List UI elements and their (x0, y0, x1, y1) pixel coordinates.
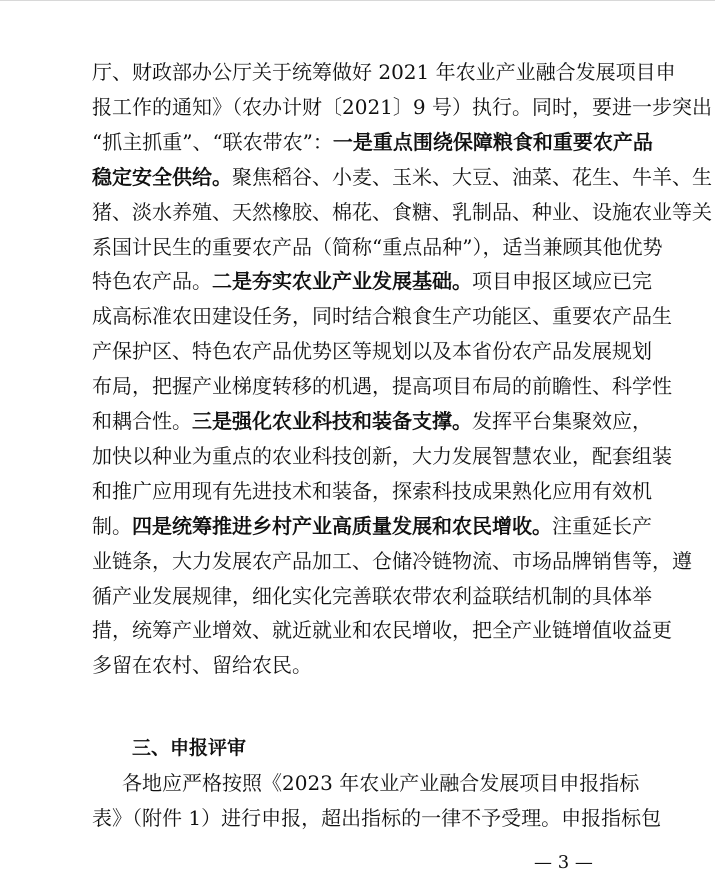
text-line (92, 579, 652, 613)
text-segment: 各地应严格按照《2023 年农业产业融合发展项目申报指标 (122, 771, 640, 795)
text-segment: “抓主抓重”、“联农带农”： (92, 129, 333, 154)
text-segment: 厅、财政部办公厅关于统筹做好 2021 年农业产业融合发展项目申 (92, 60, 676, 84)
text-line (92, 90, 712, 124)
text-segment: 和耦合性。 (92, 409, 192, 433)
text-segment: 注重延长产 (552, 513, 652, 538)
text-line (92, 334, 652, 368)
text-line (122, 766, 640, 800)
bold-text: 四是统筹推进乡村产业高质量发展和农民增收。 (132, 513, 552, 538)
text-line (92, 509, 652, 543)
text-segment: 特色农产品。 (92, 269, 212, 294)
text-segment: 聚焦稻谷、小麦、玉米、大豆、油菜、花生、牛羊、生 (232, 164, 712, 189)
bold-text: 三是强化农业科技和装备支撑。 (192, 409, 472, 433)
bold-text: 二是夯实农业产业发展基础。 (212, 269, 472, 294)
text-line (92, 544, 692, 578)
text-segment: 成高标准农田建设任务，同时结合粮食生产功能区、重要农产品生 (92, 304, 672, 329)
text-segment: 报工作的通知》（农办计财〔2021〕9 号）执行。同时，要进一步突出 (92, 94, 712, 119)
page-top-rule (0, 0, 715, 1)
text-segment: 产保护区、特色农产品优势区等规划以及本省份农产品发展规划 (92, 339, 652, 364)
text-line (92, 264, 652, 298)
text-line (92, 299, 672, 333)
page-number: — 3 — (534, 852, 593, 873)
text-segment: 措，统筹产业增效、就近就业和农民增收，把全产业链增值收益更 (92, 618, 672, 643)
bold-text: 一是重点围绕保障粮食和重要农产品 (332, 129, 653, 154)
text-line (92, 230, 663, 264)
text-segment: 系国计民生的重要农产品（简称“重点品种”），适当兼顾其他优势 (92, 234, 663, 259)
text-line (92, 404, 652, 438)
text-line (92, 613, 672, 647)
text-segment: 布局，把握产业梯度转移的机遇，提高项目布局的前瞻性、科学性 (92, 374, 672, 399)
text-segment: 发挥平台集聚效应， (472, 409, 652, 433)
text-segment: 项目申报区域应已完 (472, 269, 652, 294)
text-line (92, 55, 676, 89)
text-line (92, 439, 672, 473)
text-segment: 多留在农村、留给农民。 (92, 653, 312, 678)
text-line (92, 474, 652, 508)
text-segment: 加快以种业为重点的农业科技创新，大力发展智慧农业，配套组装 (92, 443, 672, 468)
section-heading: 三、申报评审 (132, 737, 247, 759)
text-line (92, 648, 618, 682)
text-line (92, 369, 672, 403)
text-segment: 和推广应用现有先进技术和装备，探索科技成果熟化应用有效机 (92, 478, 652, 503)
text-line (92, 801, 662, 835)
text-segment: 猪、淡水养殖、天然橡胶、棉花、食糖、乳制品、种业、设施农业等关 (92, 199, 712, 224)
text-line (92, 125, 653, 159)
bold-text: 稳定安全供给。 (92, 164, 232, 189)
text-segment: 业链条，大力发展农产品加工、仓储冷链物流、市场品牌销售等，遵 (92, 548, 692, 573)
text-line (92, 160, 712, 194)
text-line (92, 195, 712, 229)
text-segment: 表》（附件 1）进行申报，超出指标的一律不予受理。申报指标包 (92, 805, 662, 830)
text-segment: 制。 (92, 513, 132, 538)
text-segment: 循产业发展规律，细化实化完善联农带农利益联结机制的具体举 (92, 583, 652, 608)
